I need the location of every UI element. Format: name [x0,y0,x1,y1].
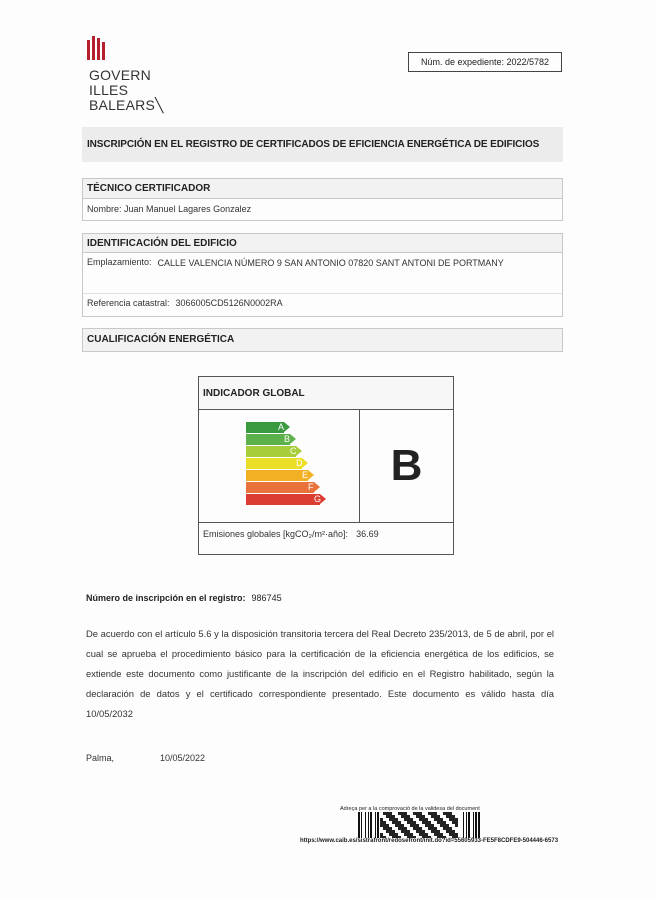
logo-line: GOVERN [89,67,151,83]
indicador-body [199,410,453,523]
edificio-section [82,233,563,317]
tecnico-nombre-row [83,199,562,219]
expediente-box [408,52,562,72]
energy-bar-letter: E [302,470,309,480]
nombre-value: Juan Manuel Lagares Gonzalez [124,204,252,214]
verificacion-url[interactable]: https://www.caib.es/sistrafront/redosefront/init.do?id=55605933-FE5F8CDFE9-504446-6573 [300,838,559,844]
registro-row [86,593,282,603]
energy-bar-letter: G [314,494,322,504]
expediente-value: 2022/5782 [506,57,550,67]
energy-bar-letter: B [284,434,291,444]
energy-bar-letter: C [290,446,297,456]
emisiones-label: Emisiones globales [kgCO₂/m²·año]: [203,529,349,539]
logo-line: ILLES [89,82,129,98]
emplazamiento-row [83,253,562,294]
govern-logo-text [89,68,164,113]
emplazamiento-value: CALLE VALENCIA NÚMERO 9 SAN ANTONIO 07820 SANT ANTONI DE PORTMANY [157,258,504,268]
energy-bar-letter: A [278,422,285,432]
cualificacion-heading: CUALIFICACIÓN ENERGÉTICA [82,328,563,352]
verification-barcode-icon [358,812,480,838]
energy-grade: B [390,441,423,490]
legal-paragraph: De acuerdo con el artículo 5.6 y la disposición transitoria tercera del Real Decreto 235/2013, de 5 de abril, por el cual se aprueba el procedimiento básico para la certificación de la eficiencia energética de los edificios, se extiende este documento como justificante de la inscripción del edificio en el Registro habilitado, según la declaración de datos y el certificado correspondiente presentado. Este documento es válido hasta día 10/05/2032 [86,628,554,719]
energy-bar-letter: F [308,482,314,492]
emisiones-value: 36.69 [356,529,379,539]
fecha: 10/05/2022 [160,753,206,763]
referencia-label: Referencia catastral: [87,298,170,308]
lugar: Palma, [86,753,115,763]
logo-slash-icon: ╲ [155,97,164,113]
verificacion-caption: Adreça per a la comprovació de la validesa del document [340,806,480,812]
indicador-global-panel [198,376,454,555]
govern-logo-mark-icon [87,36,105,60]
referencia-row [83,294,562,312]
tecnico-heading: TÉCNICO CERTIFICADOR [83,179,562,199]
energy-bar-letter: D [296,458,303,468]
tecnico-section [82,178,563,221]
emisiones-row [203,529,379,539]
expediente-label: Núm. de expediente: [420,57,504,67]
indicador-heading: INDICADOR GLOBAL [199,377,453,410]
edificio-heading: IDENTIFICACIÓN DEL EDIFICIO [83,234,562,253]
registro-label: Número de inscripción en el registro: [86,593,246,603]
logo-line: BALEARS╲ [89,97,164,113]
emplazamiento-label: Emplazamiento: [87,257,152,267]
nombre-label: Nombre: [87,204,122,214]
referencia-value: 3066005CD5126N0002RA [175,298,283,308]
document-title: INSCRIPCIÓN EN EL REGISTRO DE CERTIFICADOS DE EFICIENCIA ENERGÉTICA DE EDIFICIOS [82,127,563,162]
registro-value: 986745 [251,593,282,603]
